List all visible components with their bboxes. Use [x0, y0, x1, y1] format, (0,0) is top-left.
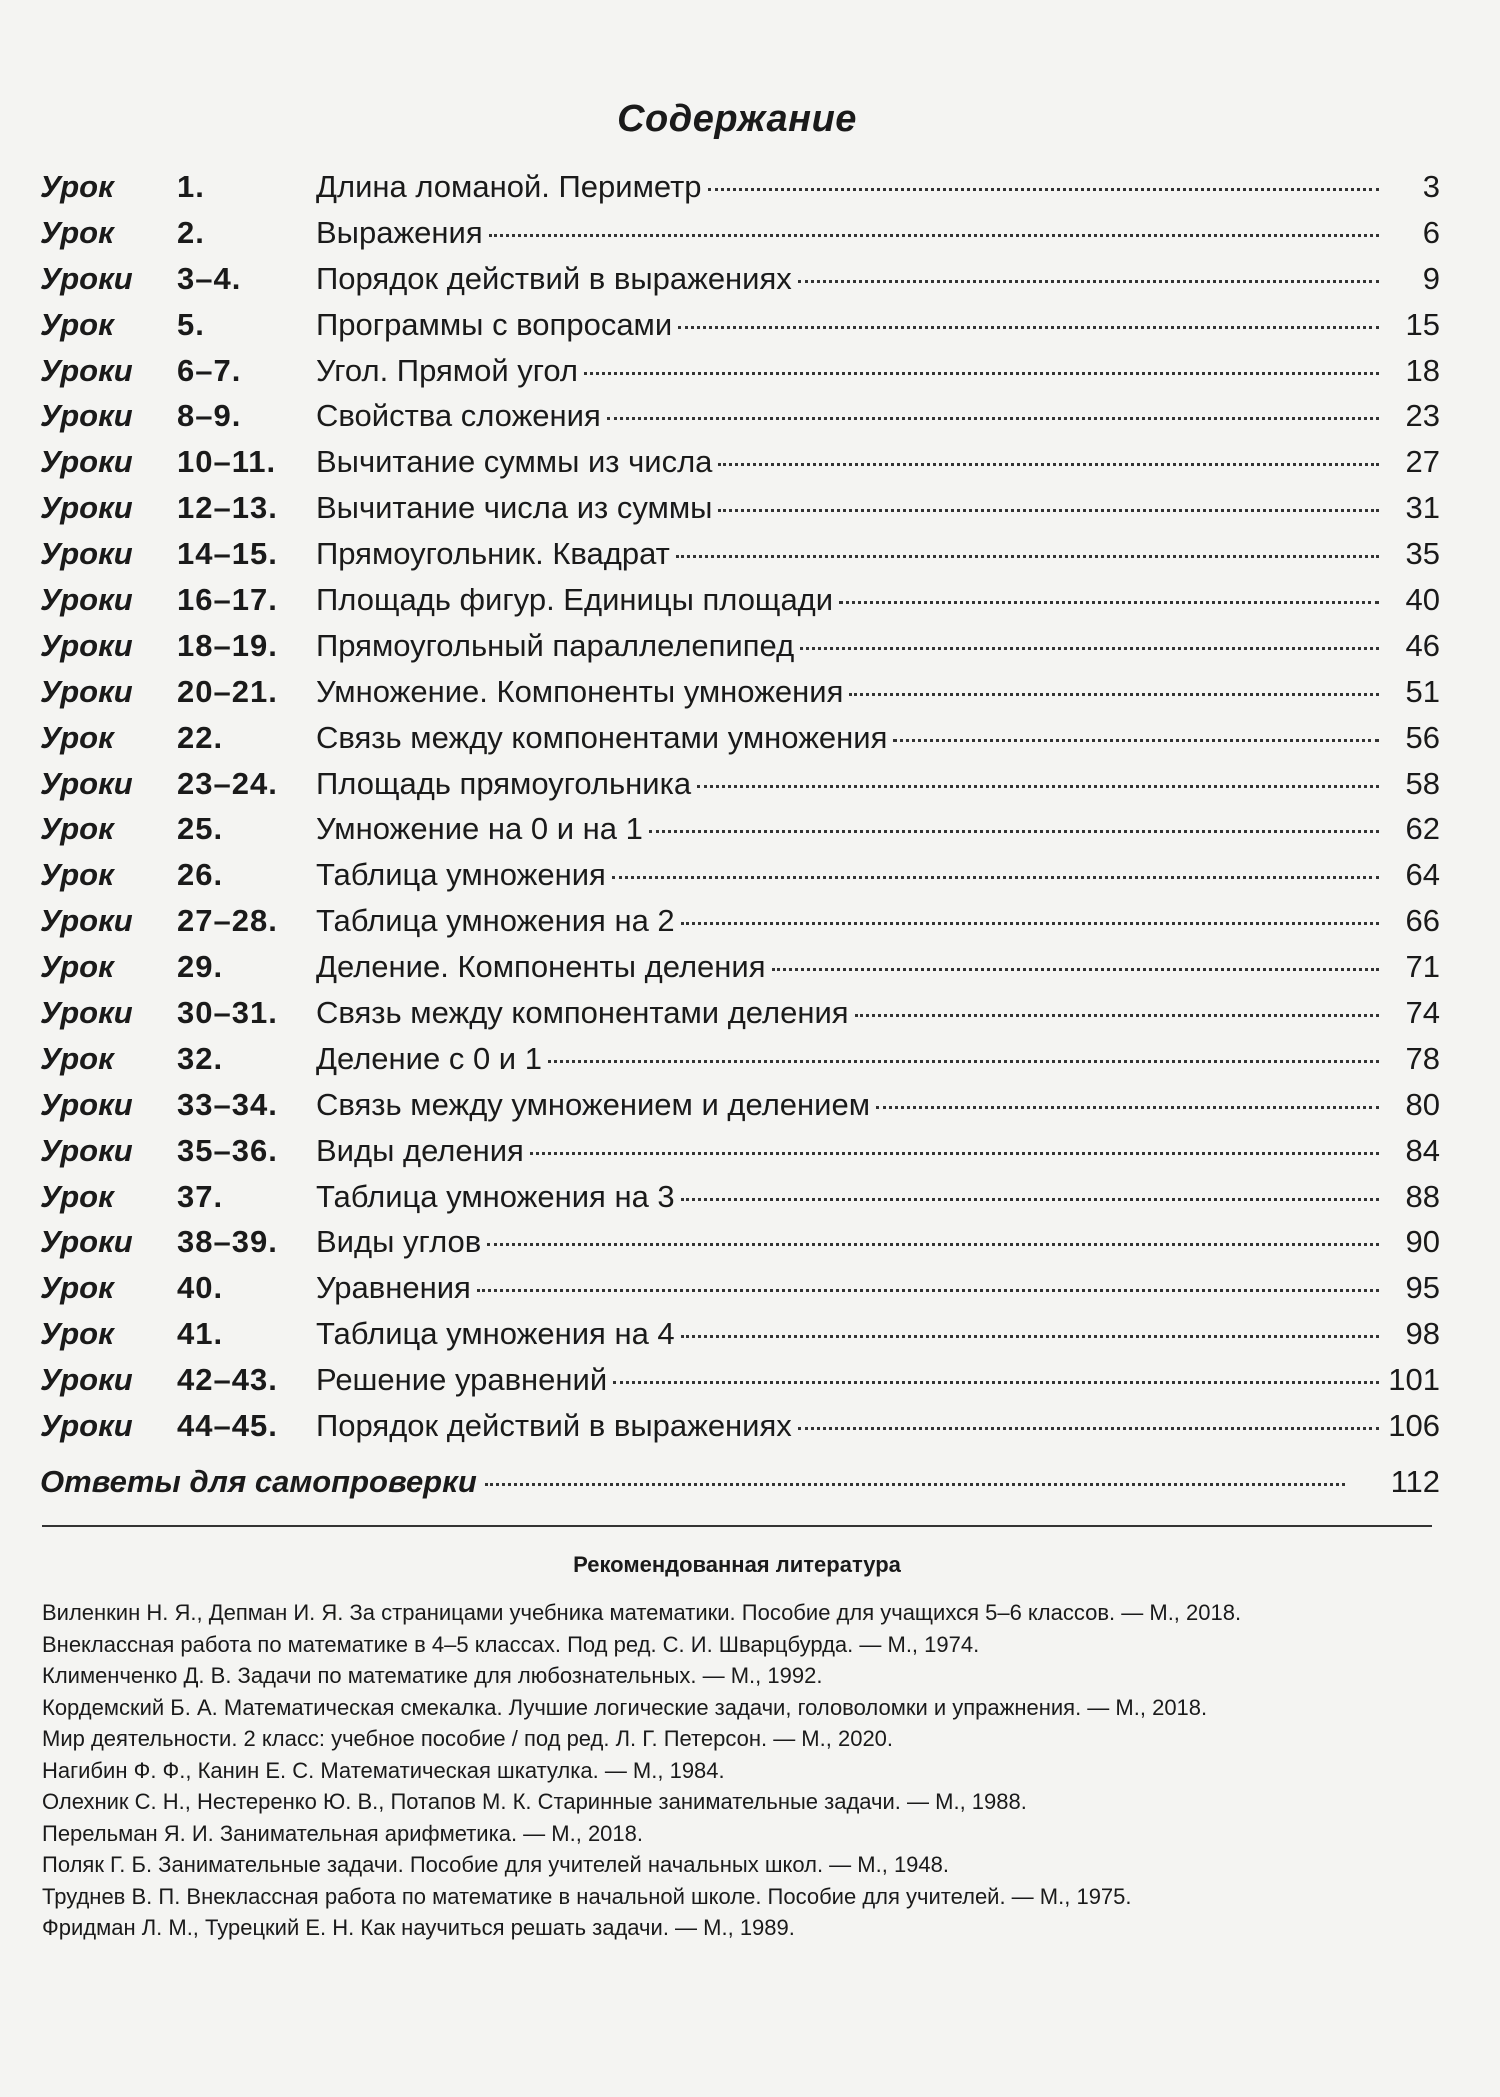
divider: [42, 1525, 1432, 1527]
answers-page: 112: [1390, 1464, 1440, 1499]
dot-leader: [839, 601, 1379, 604]
lesson-kind: Уроки: [40, 490, 133, 526]
lesson-title: Умножение. Компоненты умножения: [316, 673, 844, 709]
lesson-title: Порядок действий в выражениях: [316, 1408, 792, 1444]
dot-leader: [855, 1014, 1379, 1017]
lesson-title: Таблица умножения на 4: [316, 1316, 675, 1352]
lesson-number: 37.: [177, 1178, 224, 1214]
lesson-page: 64: [1405, 857, 1440, 893]
lesson-title: Вычитание числа из суммы: [316, 490, 713, 526]
lesson-page: 56: [1405, 719, 1440, 755]
literature-list: [42, 1597, 1442, 1944]
dot-leader: [649, 830, 1379, 833]
literature-item: Фридман Л. М., Турецкий Е. Н. Как научиться решать задачи. — М., 1989.: [42, 1915, 795, 1940]
lesson-page: 90: [1405, 1224, 1440, 1260]
toc-row: [40, 1174, 1440, 1220]
lesson-kind: Уроки: [40, 260, 133, 296]
lesson-number: 2.: [177, 214, 205, 250]
lesson-title: Таблица умножения на 3: [316, 1178, 675, 1214]
lesson-kind: Урок: [40, 1270, 114, 1306]
lesson-title: Программы с вопросами: [316, 306, 673, 342]
lesson-title: Решение уравнений: [316, 1362, 608, 1398]
toc-row: [40, 1082, 1440, 1128]
literature-item: Внеклассная работа по математике в 4–5 классах. Под ред. С. И. Шварцбурда. — М., 1974.: [42, 1631, 980, 1657]
lesson-kind: Урок: [40, 857, 114, 893]
lesson-page: 31: [1405, 490, 1440, 526]
toc-row: [40, 1357, 1440, 1403]
lesson-page: 101: [1388, 1362, 1440, 1398]
lesson-page: 6: [1422, 214, 1440, 250]
lesson-kind: Уроки: [40, 673, 133, 709]
toc-row: [40, 806, 1440, 852]
lesson-page: 88: [1405, 1178, 1440, 1214]
lesson-page: 9: [1422, 260, 1440, 296]
lesson-kind: Уроки: [40, 1086, 133, 1122]
dot-leader: [485, 1483, 1345, 1486]
dot-leader: [681, 922, 1379, 925]
lesson-title: Деление с 0 и 1: [316, 1040, 542, 1076]
lesson-kind: Уроки: [40, 444, 133, 480]
lesson-title: Связь между компонентами деления: [316, 995, 849, 1031]
lesson-kind: Уроки: [40, 903, 133, 939]
dot-leader: [798, 1427, 1379, 1430]
lesson-kind: Урок: [40, 1040, 114, 1076]
lesson-number: 26.: [177, 857, 224, 893]
lesson-number: 25.: [177, 811, 224, 847]
lesson-kind: Уроки: [40, 1408, 133, 1444]
lesson-page: 78: [1405, 1040, 1440, 1076]
toc-row: [40, 990, 1440, 1036]
lesson-number: 35–36.: [177, 1132, 278, 1168]
lesson-number: 18–19.: [177, 627, 278, 663]
dot-leader: [697, 785, 1379, 788]
lesson-title: Площадь прямоугольника: [316, 765, 692, 801]
lesson-number: 3–4.: [177, 260, 242, 296]
lesson-kind: Уроки: [40, 536, 133, 572]
lesson-kind: Урок: [40, 214, 114, 250]
toc-row: [40, 715, 1440, 761]
toc-row: [40, 1036, 1440, 1082]
lesson-kind: Уроки: [40, 1132, 133, 1168]
lesson-title: Связь между умножением и делением: [316, 1086, 871, 1122]
toc-row: [40, 256, 1440, 302]
dot-leader: [718, 463, 1379, 466]
lesson-kind: Урок: [40, 811, 114, 847]
lesson-title: Длина ломаной. Периметр: [316, 169, 702, 204]
lesson-number: 14–15.: [177, 536, 278, 572]
lesson-number: 32.: [177, 1040, 224, 1076]
lesson-page: 18: [1405, 352, 1440, 388]
lesson-number: 5.: [177, 306, 205, 342]
lesson-kind: Уроки: [40, 352, 133, 388]
lesson-page: 106: [1388, 1408, 1440, 1444]
dot-leader: [676, 555, 1379, 558]
lesson-number: 27–28.: [177, 903, 278, 939]
toc-row: [40, 439, 1440, 485]
lesson-page: 3: [1422, 169, 1440, 204]
toc-row: [40, 210, 1440, 256]
lesson-title: Умножение на 0 и на 1: [316, 811, 643, 847]
table-of-contents: [40, 164, 1440, 1449]
dot-leader: [607, 417, 1379, 420]
toc-row: [40, 852, 1440, 898]
literature-item: Поляк Г. Б. Занимательные задачи. Пособие для учителей начальных школ. — М., 1948.: [42, 1852, 949, 1877]
literature-item: Труднев В. П. Внеклассная работа по математике в начальной школе. Пособие для учителей. — М., 1975.: [42, 1883, 1132, 1909]
dot-leader: [800, 647, 1379, 650]
dot-leader: [477, 1289, 1379, 1292]
lesson-page: 80: [1405, 1086, 1440, 1122]
lesson-page: 23: [1405, 398, 1440, 434]
toc-row: [40, 1128, 1440, 1174]
lesson-title: Угол. Прямой угол: [316, 352, 579, 388]
lesson-number: 38–39.: [177, 1224, 278, 1260]
literature-item: Олехник С. Н., Нестеренко Ю. В., Потапов М. К. Старинные занимательные задачи. — М., 1988.: [42, 1789, 1027, 1814]
lesson-number: 1.: [177, 169, 205, 204]
lesson-kind: Уроки: [40, 398, 133, 434]
lesson-number: 23–24.: [177, 765, 278, 801]
answers-label: Ответы для самопроверки: [40, 1464, 477, 1499]
toc-row: [40, 1311, 1440, 1357]
lesson-kind: Уроки: [40, 582, 133, 618]
lesson-kind: Урок: [40, 169, 114, 204]
toc-row: [40, 577, 1440, 623]
dot-leader: [530, 1152, 1379, 1155]
lesson-number: 41.: [177, 1316, 224, 1352]
dot-leader: [487, 1243, 1379, 1246]
lesson-title: Площадь фигур. Единицы площади: [316, 582, 834, 618]
toc-row: [40, 531, 1440, 577]
dot-leader: [678, 326, 1379, 329]
lesson-title: Таблица умножения на 2: [316, 903, 675, 939]
lesson-title: Таблица умножения: [316, 857, 606, 893]
lesson-kind: Урок: [40, 719, 114, 755]
lesson-number: 6–7.: [177, 352, 242, 388]
literature-title: Рекомендованная литература: [573, 1552, 901, 1577]
dot-leader: [849, 693, 1379, 696]
lesson-title: Порядок действий в выражениях: [316, 260, 792, 296]
dot-leader: [893, 739, 1379, 742]
lesson-title: Прямоугольный параллелепипед: [316, 627, 795, 663]
dot-leader: [681, 1335, 1379, 1338]
lesson-page: 62: [1405, 811, 1440, 847]
lesson-page: 98: [1405, 1316, 1440, 1352]
lesson-title: Деление. Компоненты деления: [316, 949, 766, 985]
lesson-title: Выражения: [316, 214, 483, 250]
answers-entry: [40, 1459, 1440, 1505]
lesson-page: 66: [1405, 903, 1440, 939]
lesson-title: Виды деления: [316, 1132, 524, 1168]
lesson-page: 51: [1405, 673, 1440, 709]
lesson-page: 74: [1405, 995, 1440, 1031]
lesson-page: 15: [1405, 306, 1440, 342]
dot-leader: [876, 1106, 1379, 1109]
lesson-number: 8–9.: [177, 398, 242, 434]
lesson-kind: Уроки: [40, 1362, 133, 1398]
lesson-number: 22.: [177, 719, 224, 755]
page-title: Содержание: [617, 98, 857, 140]
toc-row: [40, 944, 1440, 990]
toc-row: [40, 623, 1440, 669]
lesson-page: 58: [1405, 765, 1440, 801]
lesson-number: 10–11.: [177, 444, 277, 480]
toc-row: [40, 1219, 1440, 1265]
lesson-page: 40: [1405, 582, 1440, 618]
lesson-page: 84: [1405, 1132, 1440, 1168]
dot-leader: [489, 234, 1379, 237]
dot-leader: [772, 968, 1380, 971]
toc-row: [40, 1265, 1440, 1311]
lesson-number: 42–43.: [177, 1362, 278, 1398]
toc-row: [40, 164, 1440, 210]
dot-leader: [718, 509, 1379, 512]
dot-leader: [548, 1060, 1379, 1063]
literature-item: Кордемский Б. А. Математическая смекалка. Лучшие логические задачи, головоломки и упражнения. — М., 2018.: [42, 1694, 1208, 1720]
lesson-kind: Уроки: [40, 995, 133, 1031]
toc-row: [40, 669, 1440, 715]
lesson-title: Виды углов: [316, 1224, 482, 1260]
toc-row: [40, 761, 1440, 807]
lesson-page: 27: [1405, 444, 1440, 480]
toc-row: [40, 1403, 1440, 1449]
dot-leader: [612, 876, 1379, 879]
literature-item: Перельман Я. И. Занимательная арифметика. — М., 2018.: [42, 1820, 643, 1846]
lesson-kind: Уроки: [40, 627, 133, 663]
lesson-page: 95: [1405, 1270, 1440, 1306]
lesson-title: Свойства сложения: [316, 398, 601, 434]
dot-leader: [798, 280, 1379, 283]
lesson-number: 29.: [177, 949, 224, 985]
lesson-number: 12–13.: [177, 490, 278, 526]
literature-item: Нагибин Ф. Ф., Канин Е. С. Математическая шкатулка. — М., 1984.: [42, 1757, 725, 1783]
lesson-kind: Уроки: [40, 765, 133, 801]
lesson-number: 44–45.: [177, 1408, 278, 1444]
lesson-number: 30–31.: [177, 995, 278, 1031]
dot-leader: [613, 1381, 1379, 1384]
lesson-kind: Урок: [40, 306, 114, 342]
lesson-page: 71: [1405, 949, 1440, 985]
lesson-title: Прямоугольник. Квадрат: [316, 536, 670, 572]
lesson-title: Связь между компонентами умножения: [316, 719, 888, 755]
lesson-page: 35: [1405, 536, 1440, 572]
lesson-number: 20–21.: [177, 673, 278, 709]
toc-row: [40, 348, 1440, 394]
lesson-title: Вычитание суммы из числа: [316, 444, 713, 480]
lesson-number: 40.: [177, 1270, 224, 1306]
lesson-kind: Урок: [40, 949, 114, 985]
toc-row: [40, 485, 1440, 531]
toc-row: [40, 302, 1440, 348]
toc-row: [40, 393, 1440, 439]
literature-item: Клименченко Д. В. Задачи по математике для любознательных. — М., 1992.: [42, 1663, 823, 1688]
lesson-kind: Уроки: [40, 1224, 133, 1260]
lesson-kind: Урок: [40, 1178, 114, 1214]
literature-item: Мир деятельности. 2 класс: учебное пособие / под ред. Л. Г. Петерсон. — М., 2020.: [42, 1726, 894, 1751]
lesson-number: 16–17.: [177, 582, 278, 618]
dot-leader: [584, 372, 1379, 375]
lesson-title: Уравнения: [316, 1270, 471, 1306]
lesson-number: 33–34.: [177, 1086, 278, 1122]
lesson-page: 46: [1405, 627, 1440, 663]
dot-leader: [681, 1198, 1379, 1201]
lesson-kind: Урок: [40, 1316, 114, 1352]
dot-leader: [708, 188, 1379, 191]
toc-row: [40, 898, 1440, 944]
literature-item: Виленкин Н. Я., Депман И. Я. За страницами учебника математики. Пособие для учащихся 5–6 классов. — М., 2018.: [42, 1600, 1242, 1625]
